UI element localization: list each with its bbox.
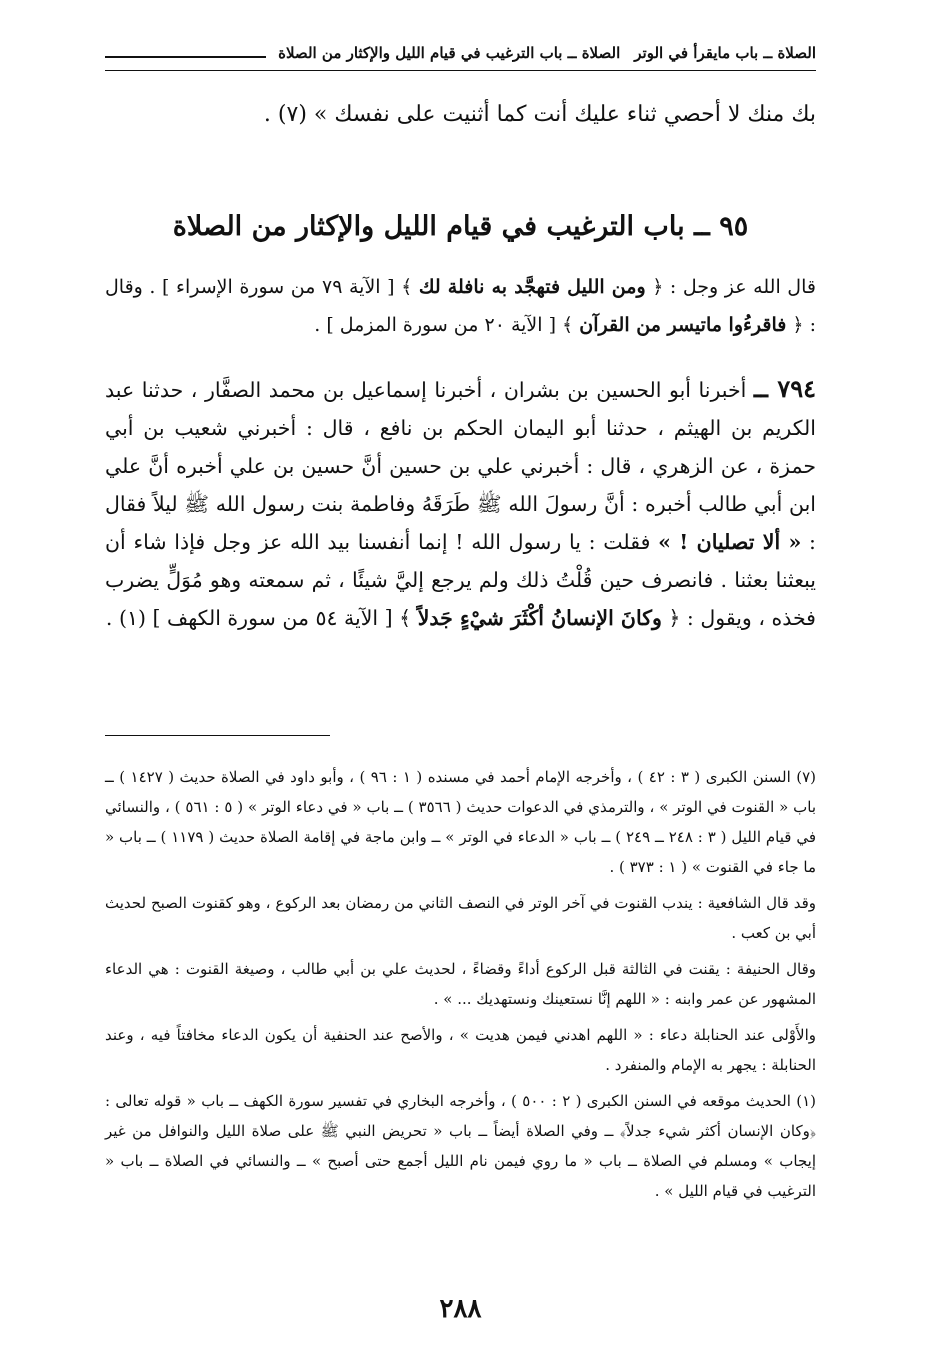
hadith-quran-verse: وكانَ الإنسانُ أكْثَرَ شيْءٍ جَدلاً	[417, 606, 662, 630]
quran-verse-2: فاقرءُوا ماتيسر من القرآن	[579, 314, 787, 336]
hadith-number: ٧٩٤ ــ	[753, 374, 816, 403]
hadith-794	[105, 370, 816, 637]
book-page	[105, 0, 816, 1368]
hadith-text-b: فقلت : يا رسول الله ! إنما أنفسنا بيد الله عز وجل فإذا شاء أن يبعثنا بعثنا . فانصرف حين قُلْتُ ذلك ولم يرجع إليَّ شيئًا ، ثم سمعته وهو مُوَلٍّ يضرب فخذه ، ويقول : ﴿	[105, 530, 816, 630]
footnote-7: (٧) السنن الكبرى ( ٣ : ٤٢ ) ، وأخرجه الإمام أحمد في مسنده ( ١ : ٩٦ ) ، وأبو داود في الصلاة حديث ( ١٤٢٧ ) ــ باب « القنوت في الوتر » ، والترمذي في الدعوات حديث ( ٣٥٦٦ ) ــ باب « في دعاء الوتر » ( ٥ : ٥٦١ ) ، والنسائي في قيام الليل ( ٣ : ٢٤٨ ــ ٢٤٩ ) ــ باب « الدعاء في الوتر » ــ وابن ماجة في إقامة الصلاة حديث ( ١١٧٩ ) ــ باب « ما جاء في القنوت » ( ١ : ٣٧٣ ) .	[105, 768, 817, 876]
footnote-7-hanbali: والأَوْلى عند الحنابلة دعاء : « اللهم اهدني فيمن هديت » ، والأصح عند الحنفية أن يكون الدعاء مخافتاً فيه ، وعند الحنابلة : يجهر به الإمام والمنفرد .	[105, 1026, 816, 1074]
hadith-quote: « ألا تصليان ! »	[658, 530, 802, 554]
footnote-7-hanafi: وقال الحنيفة : يقنت في الثالثة قبل الركوع أداءً وقضاءً ، لحديث علي بن أبي طالب ، وصيغة القنوت : هي الدعاء المشهور عن عمر وابنه : « اللهم إنَّا نستعينك ونستهديك ... » .	[105, 960, 816, 1008]
footnote-7-shafii: وقد قال الشافعية : يندب القنوت في آخر الوتر في النصف الثاني من رمضان بعد الركوع ، وهو كقنوت الصبح لحديث أبي بن كعب .	[105, 894, 816, 942]
chapter-intro	[105, 268, 816, 344]
hadith-text-c: ﴾ [ الآية ٥٤ من سورة الكهف ] (١) .	[105, 606, 412, 630]
header-right-text: الصلاة ــ باب مايقرأ في الوتر	[634, 44, 816, 62]
footnotes	[105, 762, 816, 1212]
footnote-1: (١) الحديث موقعه في السنن الكبرى ( ٢ : ٥٠٠ ) ، وأخرجه البخاري في تفسير سورة الكهف ــ باب « قوله تعالى : ﴿وكان الإنسان أكثر شيء جدلاً﴾ ــ وفي الصلاة أيضاً ــ باب « تحريض النبي ﷺ على صلاة الليل والنوافل من غير إيجاب » ومسلم في الصلاة ــ باب « ما روي فيمن نام الليل أجمع حتى أصبح » ــ والنسائي في الصلاة ــ باب « الترغيب في قيام الليل » .	[105, 1092, 817, 1200]
quran-verse-1: ومن الليل فتهجَّد به نافلة لك	[418, 276, 646, 298]
header-middle-text: الصلاة ــ باب الترغيب في قيام الليل والإكثار من الصلاة	[278, 44, 621, 62]
chapter-title: ٩٥ ــ باب الترغيب في قيام الليل والإكثار من الصلاة	[172, 211, 749, 242]
carry-over-line: بك منك لا أحصي ثناء عليك أنت كما أثنيت على نفسك » (٧) .	[263, 102, 816, 127]
page-number: ٢٨٨	[439, 1294, 482, 1324]
intro-text-2: ﴾ [ الآية ٧٩ من سورة الإسراء ] . وقال : ﴿	[105, 276, 816, 336]
footnote-separator	[105, 735, 330, 736]
header-rule	[105, 56, 266, 58]
intro-text-3: ﴾ [ الآية ٢٠ من سورة المزمل ] .	[314, 314, 574, 336]
hadith-text-a: أخبرنا أبو الحسين بن بشران ، أخبرنا إسماعيل بن محمد الصفَّار ، حدثنا عبد الكريم بن الهيثم ، حدثنا أبو اليمان الحكم بن نافع ، قال : أخبرني شعيب بن أبي حمزة ، عن الزهري ، قال : أخبرني علي بن حسين أنَّ حسين بن علي أخبره أنَّ علي ابن أبي طالب أخبره : أنَّ رسولَ الله ﷺ طَرَقَهُ وفاطمة بنت رسول الله ﷺ ليلاً فقال :	[105, 378, 816, 554]
running-header	[105, 44, 816, 71]
intro-text-1: قال الله عز وجل : ﴿	[652, 276, 816, 298]
